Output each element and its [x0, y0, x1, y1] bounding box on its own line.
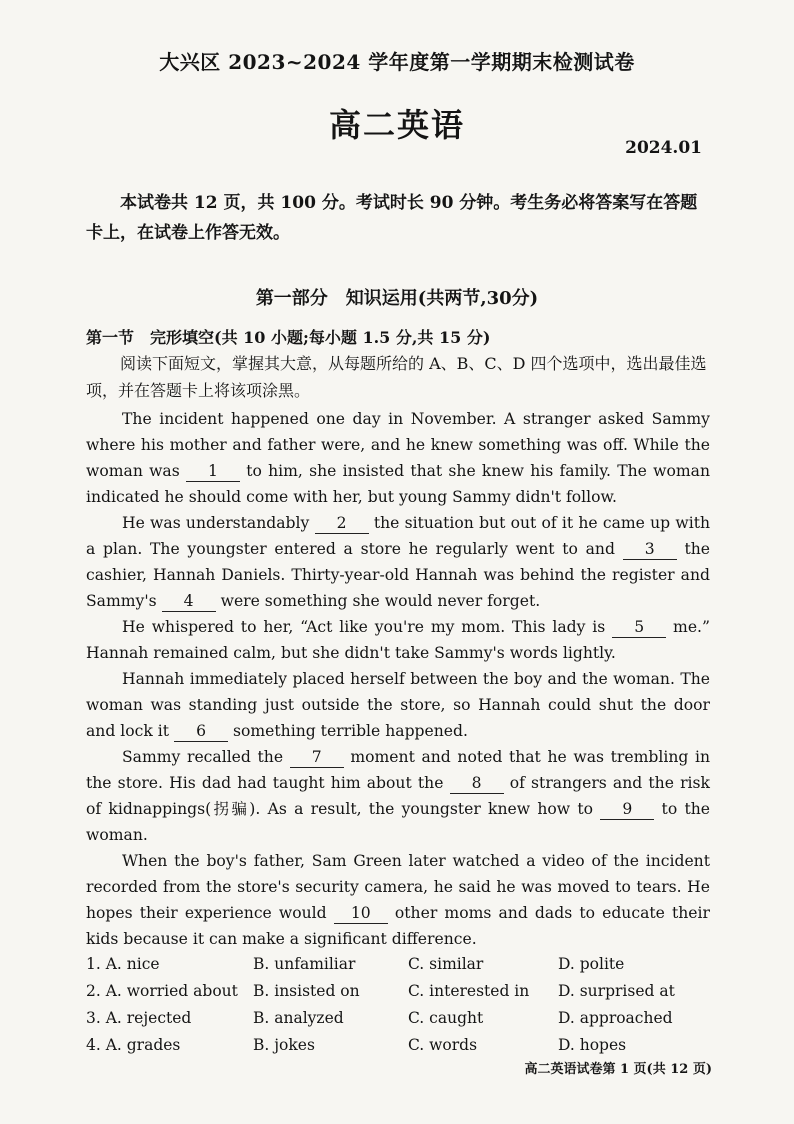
blank-8: 8 — [450, 773, 504, 794]
question-options-row — [86, 1004, 726, 1031]
option-text: D. hopes — [558, 1035, 627, 1054]
answer-options — [86, 950, 726, 1058]
option-text: C. similar — [408, 954, 484, 973]
question-options-row — [86, 950, 726, 977]
cloze-passage — [86, 406, 710, 952]
blank-3: 3 — [623, 539, 677, 560]
subject-title: 高二英语 — [328, 106, 465, 144]
passage-text: other moms and dads to educate their kids because it can make a significant difference. — [86, 904, 710, 948]
passage-text: Hannah immediately placed herself between the boy and the woman. The woman was standing just outside the store, so Hannah could shut the door and lock it — [86, 670, 710, 740]
part-title: 第一部分 知识运用(共两节,30分) — [255, 288, 539, 309]
passage-text: something terrible happened. — [233, 722, 468, 740]
option-text: 1. A. nice — [86, 954, 160, 973]
passage-text: to the woman. — [86, 800, 710, 844]
option-text: C. words — [408, 1035, 478, 1054]
passage-text: of strangers and the risk of kidnappings(拐骗). As a result, the youngster knew how to — [86, 774, 710, 818]
blank-4: 4 — [162, 591, 216, 612]
option-text: 3. A. rejected — [86, 1008, 192, 1027]
passage-paragraph — [86, 614, 710, 666]
passage-text: the situation but out of it he came up with a plan. The youngster entered a store he regularly went to and — [86, 514, 711, 558]
blank-1: 1 — [186, 461, 240, 482]
passage-text: When the boy's father, Sam Green later watched a video of the incident recorded from the store's security camera, he said he was moved to tears. He hopes their experience would — [86, 852, 710, 922]
blank-5: 5 — [612, 617, 666, 638]
option-text: B. unfamiliar — [253, 954, 356, 973]
blank-2: 2 — [315, 513, 369, 534]
exam-title: 大兴区 2023~2024 学年度第一学期期末检测试卷 — [159, 50, 635, 74]
passage-text: moment and noted that he was trembling in the store. His dad had taught him about the — [86, 748, 711, 792]
question-options-row — [86, 977, 726, 1004]
passage-text: were something she would never forget. — [220, 592, 541, 610]
option-text: D. surprised at — [558, 981, 675, 1000]
passage-text: The incident happened one day in November. A stranger asked Sammy where his mother and father were, and he knew something was off. While the woman was — [86, 410, 710, 480]
passage-paragraph — [86, 510, 710, 614]
passage-text: Sammy recalled the — [122, 748, 284, 766]
option-text: C. interested in — [408, 981, 530, 1000]
passage-paragraph — [86, 406, 710, 510]
exam-instructions: 本试卷共 12 页，共 100 分。考试时长 90 分钟。考生务必将答案写在答题卡上，在试卷上作答无效。 — [86, 193, 698, 243]
question-options-row — [86, 1031, 726, 1058]
option-text: D. polite — [558, 954, 625, 973]
page-footer: 高二英语试卷第 1 页(共 12 页) — [524, 1062, 712, 1077]
blank-7: 7 — [290, 747, 344, 768]
exam-date: 2024.01 — [625, 138, 702, 158]
option-text: D. approached — [558, 1008, 673, 1027]
option-text: B. analyzed — [253, 1008, 344, 1027]
blank-9: 9 — [600, 799, 654, 820]
passage-text: He was understandably — [122, 514, 310, 532]
blank-10: 10 — [334, 903, 388, 924]
option-text: 4. A. grades — [86, 1035, 181, 1054]
passage-text: He whispered to her, “Act like you're my mom. This lady is — [122, 618, 606, 636]
passage-paragraph — [86, 666, 710, 744]
passage-paragraph — [86, 848, 710, 952]
option-text: 2. A. worried about — [86, 981, 238, 1000]
option-text: C. caught — [408, 1008, 484, 1027]
section-instruction: 阅读下面短文，掌握其大意，从每题所给的 A、B、C、D 四个选项中，选出最佳选项，并在答题卡上将该项涂黑。 — [86, 354, 707, 400]
passage-text: to him, she insisted that she knew his family. The woman indicated he should come with her, but young Sammy didn't follow. — [86, 462, 710, 506]
passage-text: me.” Hannah remained calm, but she didn't take Sammy's words lightly. — [86, 618, 710, 662]
passage-paragraph — [86, 744, 710, 848]
option-text: B. insisted on — [253, 981, 360, 1000]
section-title: 第一节 完形填空(共 10 小题;每小题 1.5 分,共 15 分) — [86, 328, 491, 347]
blank-6: 6 — [174, 721, 228, 742]
option-text: B. jokes — [253, 1035, 315, 1054]
passage-text: the cashier, Hannah Daniels. Thirty-year-old Hannah was behind the register and Sammy's — [86, 540, 710, 610]
